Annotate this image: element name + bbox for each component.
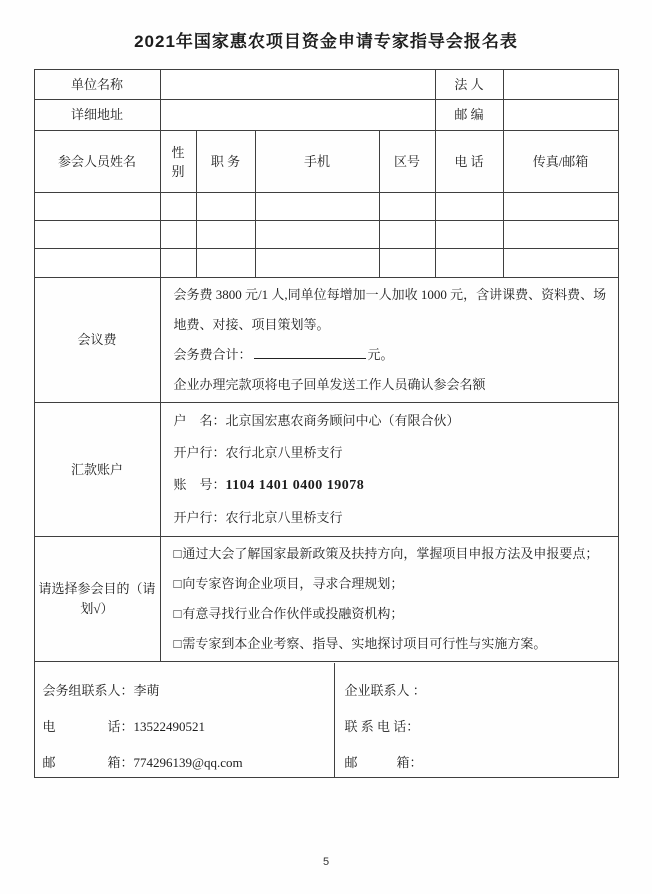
fee-label: 会议费 xyxy=(34,278,160,403)
attendee-row xyxy=(34,221,618,249)
contacts-row xyxy=(34,662,618,778)
attendee-row xyxy=(34,193,618,221)
company-contact xyxy=(334,663,618,777)
checkbox-icon: □ xyxy=(173,606,182,621)
phone-header: 电 话 xyxy=(435,131,503,193)
company-contact-email: 邮 箱： xyxy=(344,754,423,770)
gender-header-line1: 性 xyxy=(171,144,185,160)
legal-person-label: 法 人 xyxy=(435,70,503,100)
company-row xyxy=(34,70,618,100)
purpose-option-text: 需专家到本企业考察、指导、实地探讨项目可行性与实施方案。 xyxy=(182,636,547,651)
purpose-option-text: 有意寻找行业合作伙伴或投融资机构； xyxy=(182,606,404,621)
purpose-label: 请选择参会目的（请划√） xyxy=(34,537,160,662)
purpose-option xyxy=(174,539,608,569)
attendee-cell xyxy=(435,249,503,278)
attendee-cell xyxy=(435,193,503,221)
organizer-contact-phone: 电 话：13522490521 xyxy=(42,718,206,734)
attendee-cell xyxy=(435,221,503,249)
registration-table xyxy=(34,69,619,778)
account-content xyxy=(160,403,618,537)
purpose-option xyxy=(174,629,608,659)
purpose-row xyxy=(34,537,618,662)
checkbox-icon: □ xyxy=(173,576,182,591)
account-row xyxy=(34,403,618,537)
purpose-option xyxy=(174,599,608,629)
attendee-name-header: 参会人员姓名 xyxy=(34,131,160,193)
attendee-cell xyxy=(255,221,379,249)
attendee-cell xyxy=(160,221,196,249)
attendee-cell xyxy=(160,249,196,278)
purpose-option xyxy=(174,569,608,599)
page-number: 5 xyxy=(322,856,330,868)
gender-header xyxy=(160,131,196,193)
address-row xyxy=(34,100,618,131)
postal-code-field xyxy=(503,100,618,131)
attendee-cell xyxy=(379,193,435,221)
organizer-contact-name: 会务组联系人：李萌 xyxy=(42,682,160,698)
account-label: 汇款账户 xyxy=(34,403,160,537)
fee-total-line: 会务费合计： 元。 xyxy=(173,347,394,362)
purpose-content xyxy=(160,537,618,662)
organizer-contact xyxy=(35,663,334,777)
attendee-row xyxy=(34,249,618,278)
attendee-cell xyxy=(34,221,160,249)
attendee-cell xyxy=(34,249,160,278)
company-contact-name: 企业联系人 ： xyxy=(344,682,426,698)
account-number: 1104 1401 0400 19078 xyxy=(225,478,365,493)
fee-content xyxy=(160,278,618,403)
attendee-cell xyxy=(196,221,255,249)
attendee-header-row xyxy=(34,131,618,193)
page-title: 2021年国家惠农项目资金申请专家指导会报名表 xyxy=(134,32,518,51)
attendee-cell xyxy=(503,221,618,249)
account-number-line: 账 号：1104 1401 0400 19078 xyxy=(173,477,365,493)
attendee-cell xyxy=(196,193,255,221)
attendee-cell xyxy=(255,249,379,278)
company-contact-phone: 联 系 电 话： xyxy=(344,718,420,734)
fee-total-blank xyxy=(254,346,366,359)
attendee-cell xyxy=(503,193,618,221)
organizer-contact-email: 邮 箱：774296139@qq.com xyxy=(42,754,243,770)
purpose-option-text: 向专家咨询企业项目，寻求合理规划； xyxy=(182,576,404,591)
account-bank-line: 开户行：农行北京八里桥支行 xyxy=(173,445,343,460)
attendee-cell xyxy=(379,221,435,249)
attendee-cell xyxy=(255,193,379,221)
attendee-cell xyxy=(503,249,618,278)
gender-header-line2: 别 xyxy=(171,163,185,179)
fee-row xyxy=(34,278,618,403)
address-label: 详细地址 xyxy=(34,100,160,131)
legal-person-field xyxy=(503,70,618,100)
fee-note: 企业办理完款项将电子回单发送工作人员确认参会名额 xyxy=(173,377,486,392)
attendee-cell xyxy=(196,249,255,278)
position-header: 职 务 xyxy=(196,131,255,193)
address-field xyxy=(160,100,435,131)
mobile-header: 手机 xyxy=(255,131,379,193)
company-name-field xyxy=(160,70,435,100)
area-code-header: 区号 xyxy=(379,131,435,193)
attendee-cell xyxy=(160,193,196,221)
checkbox-icon: □ xyxy=(173,636,182,651)
fee-description: 会务费 3800 元/1 人,同单位每增加一人加收 1000 元，含讲课费、资料费、场地费、对接、项目策划等。 xyxy=(173,287,607,332)
purpose-option-text: 通过大会了解国家最新政策及扶持方向，掌握项目申报方法及申报要点； xyxy=(182,546,599,561)
account-holder-line: 户 名：北京国宏惠农商务顾问中心（有限合伙） xyxy=(173,413,460,428)
postal-code-label: 邮 编 xyxy=(435,100,503,131)
fax-email-header: 传真/邮箱 xyxy=(503,131,618,193)
checkbox-icon: □ xyxy=(173,546,182,561)
attendee-cell xyxy=(34,193,160,221)
attendee-cell xyxy=(379,249,435,278)
account-bank-line2: 开户行：农行北京八里桥支行 xyxy=(173,510,343,525)
company-name-label: 单位名称 xyxy=(34,70,160,100)
